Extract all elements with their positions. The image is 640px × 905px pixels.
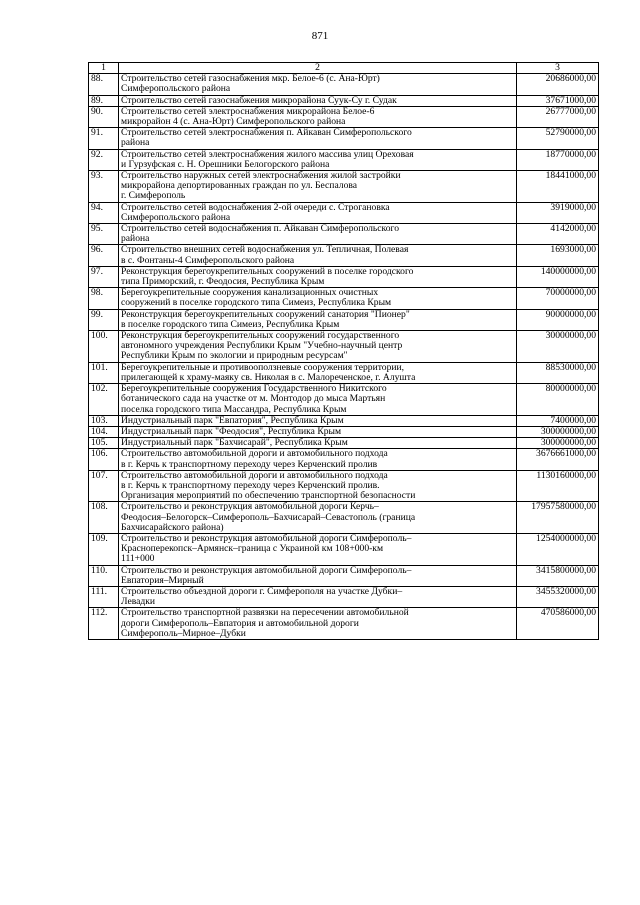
table-row xyxy=(89,502,599,534)
row-amount: 1693000,00 xyxy=(517,245,599,266)
description-line: в с. Фонтаны-4 Симферопольского района xyxy=(121,255,295,266)
table-row xyxy=(89,288,599,309)
table-row xyxy=(89,266,599,287)
description-line: автономного учреждения Республики Крым "Учебно-научный центр xyxy=(121,341,403,352)
row-number: 92. xyxy=(89,149,119,170)
row-amount: 90000000,00 xyxy=(517,309,599,330)
row-amount: 52790000,00 xyxy=(517,128,599,149)
description-line: поселка городского типа Массандра, Республика Крым xyxy=(121,404,347,415)
description-line: Строительство сетей водоснабжения п. Айкаван Симферопольского xyxy=(121,224,400,235)
row-amount: 88530000,00 xyxy=(517,362,599,383)
row-amount: 3676661000,00 xyxy=(517,449,599,470)
row-number: 107. xyxy=(89,470,119,502)
row-number: 106. xyxy=(89,449,119,470)
row-description xyxy=(119,309,517,330)
description-line: Берегоукрепительные и противооползневые сооружения территории, xyxy=(121,362,405,373)
row-description xyxy=(119,502,517,534)
table-row xyxy=(89,586,599,607)
row-amount: 3415800000,00 xyxy=(517,565,599,586)
row-description xyxy=(119,202,517,223)
description-line: Строительство объездной дороги г. Симферополя на участке Дубки– xyxy=(121,586,403,597)
description-line: Феодосия–Белогорск–Симферополь–Бахчисарай–Севастополь (граница xyxy=(121,512,416,523)
row-description xyxy=(119,449,517,470)
row-description xyxy=(119,266,517,287)
column-header-number: 1 xyxy=(89,63,119,74)
table-row xyxy=(89,415,599,426)
row-description xyxy=(119,533,517,565)
description-line: Организация мероприятий по обеспечению транспортной безопасности xyxy=(121,491,416,502)
table-row xyxy=(89,565,599,586)
description-line: Республики Крым по экологии и природным ресурсам" xyxy=(121,351,348,362)
description-line: Строительство сетей электроснабжения микрорайона Белое-6 xyxy=(121,106,375,117)
description-line: Строительство автомобильной дороги и автомобильного подхода xyxy=(121,449,388,460)
row-description xyxy=(119,95,517,106)
description-line: Строительство сетей водоснабжения 2-ой очереди с. Строгановка xyxy=(121,202,390,213)
description-line: сооружений в поселке городского типа Симеиз, Республика Крым xyxy=(121,298,392,309)
row-number: 96. xyxy=(89,245,119,266)
table-header-row xyxy=(89,63,599,74)
table-row xyxy=(89,309,599,330)
row-number: 102. xyxy=(89,384,119,416)
description-line: Строительство и реконструкция автомобильной дороги Симферополь– xyxy=(121,533,412,544)
row-number: 109. xyxy=(89,533,119,565)
description-line: Берегоукрепительные сооружения Государственного Никитского xyxy=(121,384,387,395)
description-line: Строительство и реконструкция автомобильной дороги Керчь– xyxy=(121,502,379,513)
row-description xyxy=(119,586,517,607)
description-line: типа Приморский, г. Феодосия, Республика Крым xyxy=(121,277,325,288)
row-amount: 3455320000,00 xyxy=(517,586,599,607)
row-number: 90. xyxy=(89,106,119,127)
table-row xyxy=(89,171,599,203)
row-number: 101. xyxy=(89,362,119,383)
row-number: 94. xyxy=(89,202,119,223)
row-description xyxy=(119,106,517,127)
table-row xyxy=(89,224,599,245)
description-line: Строительство сетей газоснабжения мкр. Белое-6 (с. Ана-Юрт) xyxy=(121,74,380,85)
row-description xyxy=(119,331,517,363)
page-number: 871 xyxy=(311,30,329,42)
row-number: 93. xyxy=(89,171,119,203)
row-number: 95. xyxy=(89,224,119,245)
table-row xyxy=(89,384,599,416)
description-line: Строительство и реконструкция автомобильной дороги Симферополь– xyxy=(121,565,412,576)
table-row xyxy=(89,245,599,266)
description-line: дороги Симферополь–Евпатория и автомобильной дороги xyxy=(121,618,359,629)
row-description xyxy=(119,426,517,437)
row-amount: 70000000,00 xyxy=(517,288,599,309)
description-line: района xyxy=(121,138,150,149)
row-number: 97. xyxy=(89,266,119,287)
description-line: в г. Керчь к транспортному переходу через Керченский пролив. xyxy=(121,480,380,491)
row-number: 98. xyxy=(89,288,119,309)
row-number: 108. xyxy=(89,502,119,534)
description-line: 111+000 xyxy=(121,554,155,565)
row-amount: 3919000,00 xyxy=(517,202,599,223)
description-line: Строительство сетей газоснабжения микрорайона Суук-Су г. Судак xyxy=(121,95,397,106)
row-description xyxy=(119,149,517,170)
row-number: 89. xyxy=(89,95,119,106)
row-amount: 1254000000,00 xyxy=(517,533,599,565)
description-line: и Гурзуфская с. Н. Орешники Белогорского района xyxy=(121,159,330,170)
column-header-name: 2 xyxy=(119,63,517,74)
row-amount: 18441000,00 xyxy=(517,171,599,203)
description-line: ботанического сада на участке от м. Монтодор до мыса Мартьян xyxy=(121,394,386,405)
description-line: Индустриальный парк "Феодосия", Республика Крым xyxy=(121,426,342,437)
description-line: Индустриальный парк "Бахчисарай", Республика Крым xyxy=(121,438,348,449)
table-row xyxy=(89,362,599,383)
description-line: Строительство автомобильной дороги и автомобильного подхода xyxy=(121,470,388,481)
row-amount: 7400000,00 xyxy=(517,415,599,426)
row-description xyxy=(119,288,517,309)
table-row xyxy=(89,95,599,106)
table-row xyxy=(89,449,599,470)
description-line: Строительство наружных сетей электроснабжения жилой застройки xyxy=(121,171,401,182)
row-amount: 80000000,00 xyxy=(517,384,599,416)
row-amount: 4142000,00 xyxy=(517,224,599,245)
table-row xyxy=(89,106,599,127)
table-row xyxy=(89,438,599,449)
table-row xyxy=(89,426,599,437)
row-description xyxy=(119,565,517,586)
table-row xyxy=(89,74,599,95)
row-description xyxy=(119,608,517,640)
description-line: Реконструкция берегоукрепительных сооружений санатория "Пионер" xyxy=(121,309,410,320)
row-number: 112. xyxy=(89,608,119,640)
description-line: Строительство сетей электроснабжения жилого массива улиц Ореховая xyxy=(121,149,414,160)
row-description xyxy=(119,224,517,245)
description-line: Строительство внешних сетей водоснабжения ул. Тепличная, Полевая xyxy=(121,245,409,256)
description-line: Бахчисарайского района) xyxy=(121,522,224,533)
description-line: Евпатория–Мирный xyxy=(121,575,204,586)
description-line: прилегающей к храму-маяку св. Николая в с. Малореченское, г. Алушта xyxy=(121,372,416,383)
row-description xyxy=(119,128,517,149)
description-line: микрорайон 4 (с. Ана-Юрт) Симферопольского района xyxy=(121,117,346,128)
row-amount: 30000000,00 xyxy=(517,331,599,363)
row-number: 104. xyxy=(89,426,119,437)
row-number: 103. xyxy=(89,415,119,426)
row-amount: 26777000,00 xyxy=(517,106,599,127)
row-amount: 470586000,00 xyxy=(517,608,599,640)
row-amount: 18770000,00 xyxy=(517,149,599,170)
table-row xyxy=(89,608,599,640)
description-line: Индустриальный парк "Евпатория", Республика Крым xyxy=(121,415,344,426)
table-row xyxy=(89,533,599,565)
row-description xyxy=(119,384,517,416)
table-row xyxy=(89,331,599,363)
row-description xyxy=(119,74,517,95)
description-line: Симферопольского района xyxy=(121,84,231,95)
row-description xyxy=(119,470,517,502)
description-line: Реконструкция берегоукрепительных сооружений в поселке городского xyxy=(121,266,414,277)
row-description xyxy=(119,438,517,449)
row-description xyxy=(119,171,517,203)
row-amount: 300000000,00 xyxy=(517,438,599,449)
column-header-amount: 3 xyxy=(517,63,599,74)
table-row xyxy=(89,470,599,502)
row-amount: 20686000,00 xyxy=(517,74,599,95)
description-line: Реконструкция берегоукрепительных сооружений государственного xyxy=(121,331,400,342)
table-row xyxy=(89,202,599,223)
description-line: Левадки xyxy=(121,597,156,608)
row-description xyxy=(119,362,517,383)
description-line: Строительство транспортной развязки на пересечении автомобильной xyxy=(121,608,409,619)
description-line: Берегоукрепительные сооружения канализационных очистных xyxy=(121,288,379,299)
row-amount: 1130160000,00 xyxy=(517,470,599,502)
description-line: Строительство сетей электроснабжения п. Айкаван Симферопольского xyxy=(121,128,412,139)
description-line: Красноперекопск–Армянск–граница с Украиной км 108+000-км xyxy=(121,544,384,555)
investment-table xyxy=(88,62,599,640)
row-number: 91. xyxy=(89,128,119,149)
row-number: 88. xyxy=(89,74,119,95)
description-line: в поселке городского типа Симеиз, Республика Крым xyxy=(121,319,340,330)
description-line: микрорайона депортированных граждан по ул. Беспалова xyxy=(121,181,358,192)
row-amount: 140000000,00 xyxy=(517,266,599,287)
table-row xyxy=(89,128,599,149)
row-number: 100. xyxy=(89,331,119,363)
description-line: Симферопольского района xyxy=(121,212,231,223)
table-row xyxy=(89,149,599,170)
description-line: в г. Керчь к транспортному переходу через Керченский пролив xyxy=(121,459,378,470)
description-line: района xyxy=(121,234,150,245)
row-number: 99. xyxy=(89,309,119,330)
description-line: Симферополь–Мирное–Дубки xyxy=(121,628,246,639)
row-amount: 300000000,00 xyxy=(517,426,599,437)
row-description xyxy=(119,415,517,426)
row-number: 105. xyxy=(89,438,119,449)
row-number: 111. xyxy=(89,586,119,607)
row-description xyxy=(119,245,517,266)
description-line: г. Симферополь xyxy=(121,191,186,202)
row-amount: 17957580000,00 xyxy=(517,502,599,534)
row-number: 110. xyxy=(89,565,119,586)
row-amount: 37671000,00 xyxy=(517,95,599,106)
